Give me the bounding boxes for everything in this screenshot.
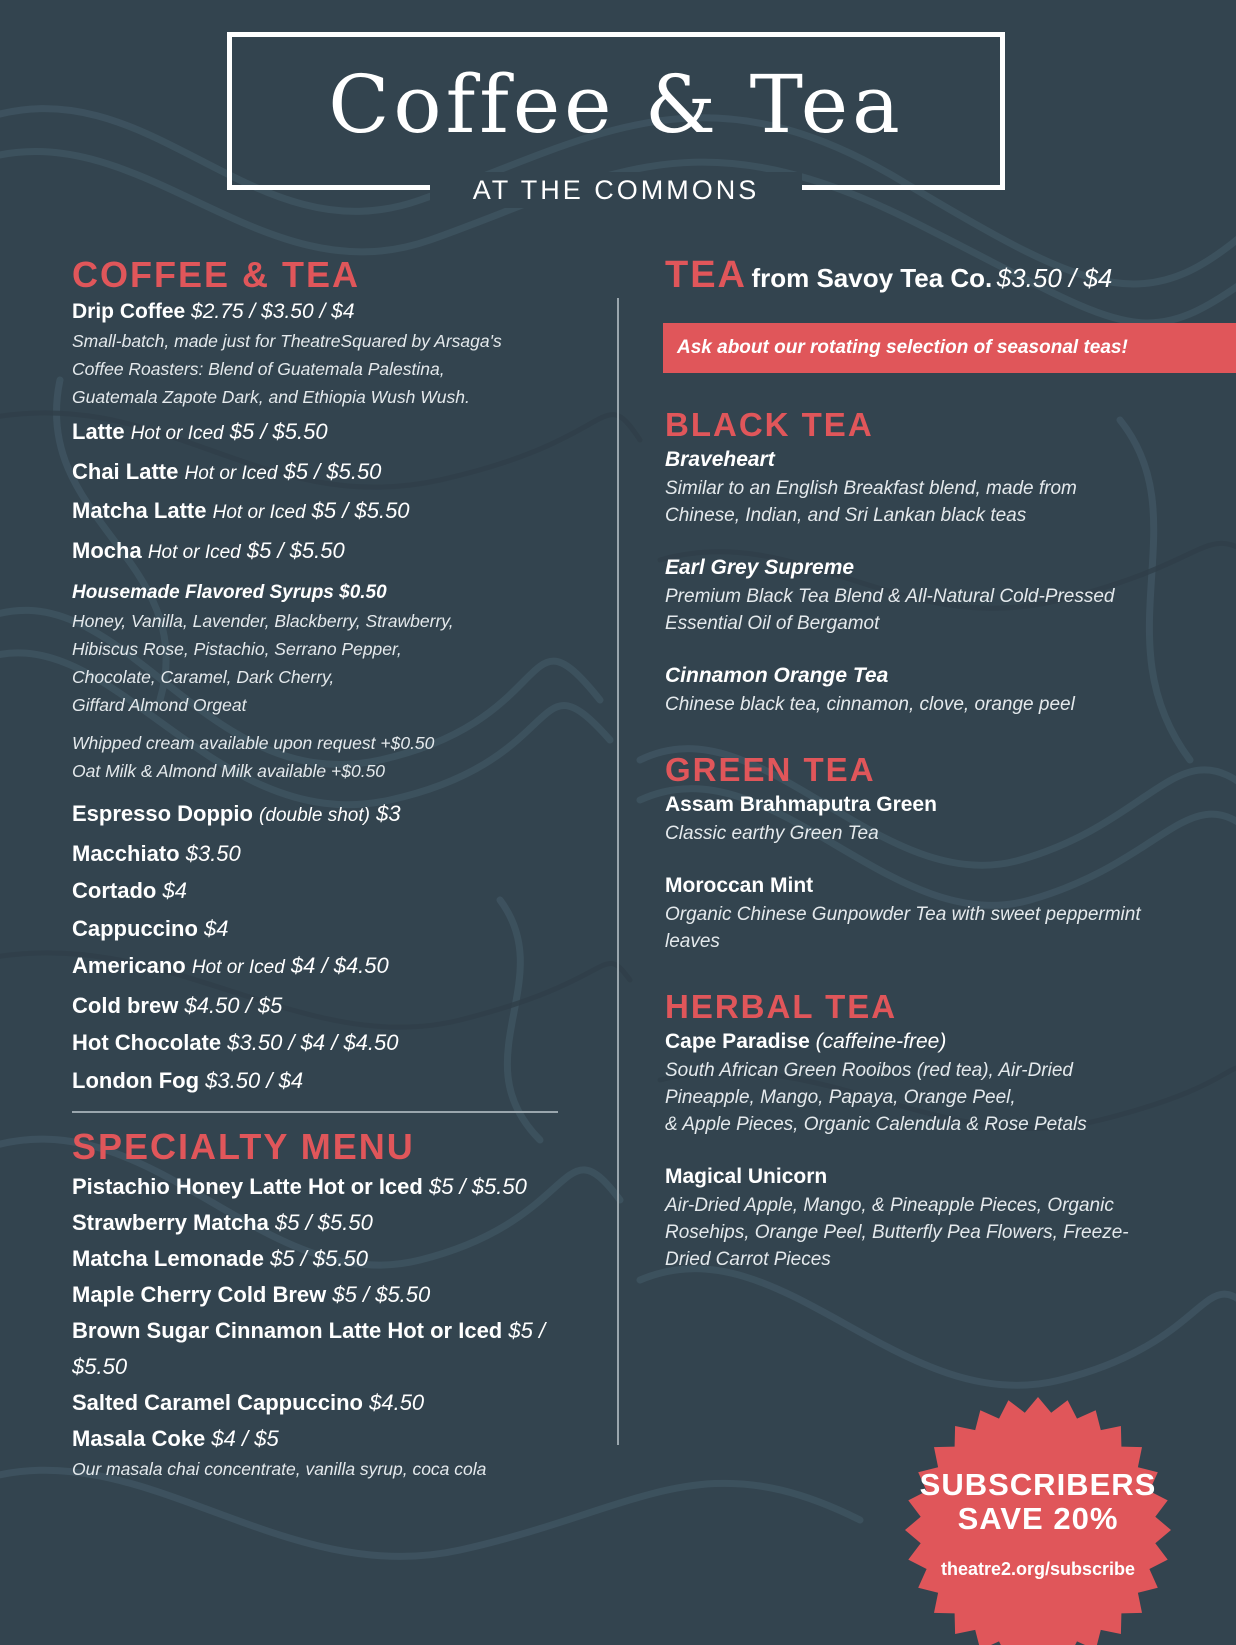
- syrups-title: Housemade Flavored Syrups $0.50: [72, 582, 387, 603]
- item-name: Cappuccino: [72, 915, 198, 941]
- description-line: Coffee Roasters: Blend of Guatemala Palestina,: [72, 359, 445, 379]
- menu-item: [72, 1205, 572, 1241]
- section-title-black-tea: BLACK TEA: [665, 406, 874, 443]
- tea-note: (caffeine-free): [815, 1030, 947, 1053]
- item-price: $3.50 / $4: [205, 1067, 304, 1093]
- item-price: $3.50 / $4 / $4.50: [227, 1030, 399, 1055]
- item-price: $5 / $5.50: [72, 1318, 546, 1379]
- menu-item: [72, 453, 572, 493]
- description-line: Classic earthy Green Tea: [665, 823, 879, 844]
- item-name: London Fog: [72, 1067, 200, 1093]
- item-price: $4 / $4.50: [290, 953, 389, 978]
- menu-item: [72, 1385, 572, 1421]
- item-price: $2.75 / $3.50 / $4: [191, 300, 355, 323]
- badge-line-1: SUBSCRIBERS: [919, 1467, 1157, 1502]
- item-price: $3.50: [185, 840, 241, 866]
- green-tea-section: [665, 750, 1235, 955]
- menu-item: [72, 1024, 572, 1062]
- note-line: Oat Milk & Almond Milk available +$0.50: [72, 761, 386, 781]
- item-modifier: Hot or Iced: [184, 462, 278, 484]
- item-price: $4: [162, 878, 187, 903]
- item-modifier: (double shot): [259, 805, 370, 826]
- item-name: Macchiato: [72, 840, 180, 866]
- description-line: Air-Dried Apple, Mango, & Pineapple Pieces, Organic: [665, 1195, 1114, 1216]
- item-price: $4.50: [369, 1390, 425, 1415]
- item-name: Latte: [72, 419, 125, 444]
- item-name: Americano: [72, 953, 186, 978]
- tea-item: [665, 1162, 1235, 1273]
- item-description: [72, 327, 572, 411]
- item-name: Espresso Doppio: [72, 801, 253, 826]
- subscribe-link[interactable]: theatre2.org/subscribe: [940, 1559, 1136, 1579]
- item-price: $5 / $5.50: [270, 1246, 368, 1271]
- item-price: $5 / $5.50: [283, 458, 382, 484]
- item-name: Hot Chocolate: [72, 1030, 222, 1055]
- tea-name: Cinnamon Orange Tea: [665, 664, 889, 687]
- title-box: [227, 32, 1005, 190]
- item-name: Mocha: [72, 537, 142, 563]
- tea-name-row: [665, 1027, 1235, 1057]
- section-title-green-tea: GREEN TEA: [665, 751, 876, 788]
- item-modifier: Hot or Iced: [130, 423, 224, 444]
- description-line: leaves: [665, 931, 720, 952]
- description-line: Chinese black tea, cinnamon, clove, orange peel: [665, 694, 1075, 715]
- item-name: Drip Coffee: [72, 300, 186, 323]
- item-price: $4 / $5: [211, 1426, 279, 1451]
- section-title-tea: TEA: [665, 254, 747, 296]
- description-line: Small-batch, made just for TheatreSquared by Arsaga's: [72, 331, 502, 351]
- menu-item: [72, 872, 572, 910]
- menu-item-drip-coffee: [72, 297, 572, 327]
- tea-item: [665, 445, 1235, 529]
- right-column: [665, 255, 1235, 1273]
- specialty-list: [72, 1169, 572, 1481]
- menu-item: [72, 1169, 572, 1205]
- tea-description: [665, 475, 1235, 529]
- column-divider: [617, 298, 619, 1445]
- tea-item: [665, 1027, 1235, 1138]
- page-title: Coffee & Tea: [328, 58, 904, 151]
- menu-item: [72, 1241, 572, 1277]
- description-line: & Apple Pieces, Organic Calendula & Rose Petals: [665, 1114, 1087, 1135]
- tea-item: [665, 790, 1235, 847]
- section-divider: [72, 1111, 558, 1113]
- tea-name: Magical Unicorn: [665, 1165, 828, 1188]
- item-description: Our masala chai concentrate, vanilla syrup, coca cola: [72, 1459, 487, 1479]
- menu-item: [72, 910, 572, 948]
- tea-description: [665, 820, 1235, 847]
- tea-name: Braveheart: [665, 448, 775, 471]
- item-price: $5 / $5.50: [246, 537, 345, 563]
- tea-header: [665, 255, 1235, 305]
- item-name: Brown Sugar Cinnamon Latte Hot or Iced: [72, 1318, 503, 1343]
- menu-item: [72, 1062, 572, 1100]
- seasonal-tea-banner: Ask about our rotating selection of seasonal teas!: [663, 323, 1236, 373]
- tea-description: [665, 691, 1235, 718]
- description-line: Pineapple, Mango, Papaya, Orange Peel,: [665, 1087, 1016, 1108]
- section-title-specialty: SPECIALTY MENU: [72, 1126, 415, 1167]
- description-line: Guatemala Zapote Dark, and Ethiopia Wush Wush.: [72, 387, 470, 407]
- menu-item: [72, 1313, 572, 1385]
- tea-name: Earl Grey Supreme: [665, 556, 855, 579]
- tea-description: [665, 1192, 1235, 1273]
- black-tea-section: [665, 405, 1235, 718]
- tea-name: Moroccan Mint: [665, 874, 814, 897]
- subscriber-badge[interactable]: [903, 1468, 1173, 1580]
- item-name: Chai Latte: [72, 458, 179, 484]
- description-line: Chocolate, Caramel, Dark Cherry,: [72, 667, 335, 687]
- item-price: $5 / $5.50: [274, 1210, 373, 1235]
- item-price: $5 / $5.50: [428, 1174, 527, 1199]
- description-line: South African Green Rooibos (red tea), Air-Dried: [665, 1060, 1073, 1081]
- herbal-tea-section: [665, 987, 1235, 1273]
- page-subtitle: AT THE COMMONS: [430, 172, 802, 208]
- menu-item: [72, 795, 572, 835]
- tea-name: Assam Brahmaputra Green: [665, 793, 937, 816]
- description-line: Rosehips, Orange Peel, Butterfly Pea Flowers, Freeze-: [665, 1222, 1129, 1243]
- tea-item: [665, 661, 1235, 718]
- item-name: Masala Coke: [72, 1426, 206, 1451]
- tea-item: [665, 553, 1235, 637]
- item-name: Matcha Lemonade: [72, 1246, 264, 1271]
- menu-item: [72, 947, 572, 987]
- tea-item: [665, 871, 1235, 955]
- description-line: Honey, Vanilla, Lavender, Blackberry, Strawberry,: [72, 611, 454, 631]
- item-name: Salted Caramel Cappuccino: [72, 1390, 363, 1415]
- item-name: Cold brew: [72, 992, 179, 1018]
- description-line: Essential Oil of Bergamot: [665, 613, 880, 634]
- note-line: Whipped cream available upon request +$0.50: [72, 733, 435, 753]
- tea-supplier: from Savoy Tea Co.: [751, 263, 993, 293]
- menu-item: [72, 532, 572, 572]
- description-line: Giffard Almond Orgeat: [72, 695, 247, 715]
- item-price: $3: [376, 801, 401, 826]
- description-line: Hibiscus Rose, Pistachio, Serrano Pepper,: [72, 639, 402, 659]
- badge-line-2: SAVE 20%: [957, 1501, 1119, 1536]
- item-price: $4.50 / $5: [184, 992, 283, 1018]
- syrups-list: [72, 607, 572, 719]
- description-line: Organic Chinese Gunpowder Tea with sweet peppermint: [665, 904, 1141, 925]
- section-title-coffee: COFFEE & TEA: [72, 254, 361, 295]
- menu-item: [72, 835, 572, 873]
- latte-list: [72, 413, 572, 571]
- item-price: $5 / $5.50: [311, 498, 410, 523]
- item-name: Cortado: [72, 878, 157, 903]
- item-price: $5 / $5.50: [229, 419, 328, 444]
- menu-item: [72, 987, 572, 1025]
- menu-item: [72, 1277, 572, 1313]
- tea-description: [665, 1057, 1235, 1138]
- menu-item: [72, 492, 572, 532]
- description-line: Chinese, Indian, and Sri Lankan black teas: [665, 505, 1027, 526]
- section-title-herbal-tea: HERBAL TEA: [665, 988, 898, 1025]
- item-price: $4: [204, 915, 229, 941]
- tea-price: $3.50 / $4: [996, 263, 1113, 293]
- addon-notes: [72, 729, 572, 785]
- description-line: Dried Carrot Pieces: [665, 1249, 831, 1270]
- item-modifier: Hot or Iced: [147, 541, 241, 563]
- left-column: [72, 255, 572, 1481]
- description-line: Premium Black Tea Blend & All-Natural Cold-Pressed: [665, 586, 1115, 607]
- tea-description: [665, 901, 1235, 955]
- item-name: Pistachio Honey Latte Hot or Iced: [72, 1174, 423, 1199]
- item-price: $5 / $5.50: [332, 1282, 431, 1307]
- tea-description: [665, 583, 1235, 637]
- item-modifier: Hot or Iced: [191, 957, 285, 978]
- espresso-list: [72, 795, 572, 1099]
- item-modifier: Hot or Iced: [212, 502, 306, 523]
- tea-name: Cape Paradise: [665, 1030, 810, 1053]
- description-line: Similar to an English Breakfast blend, made from: [665, 478, 1077, 499]
- item-name: Matcha Latte: [72, 498, 207, 523]
- menu-item: [72, 1421, 572, 1457]
- menu-item: [72, 413, 572, 453]
- item-name: Strawberry Matcha: [72, 1210, 269, 1235]
- item-name: Maple Cherry Cold Brew: [72, 1282, 327, 1307]
